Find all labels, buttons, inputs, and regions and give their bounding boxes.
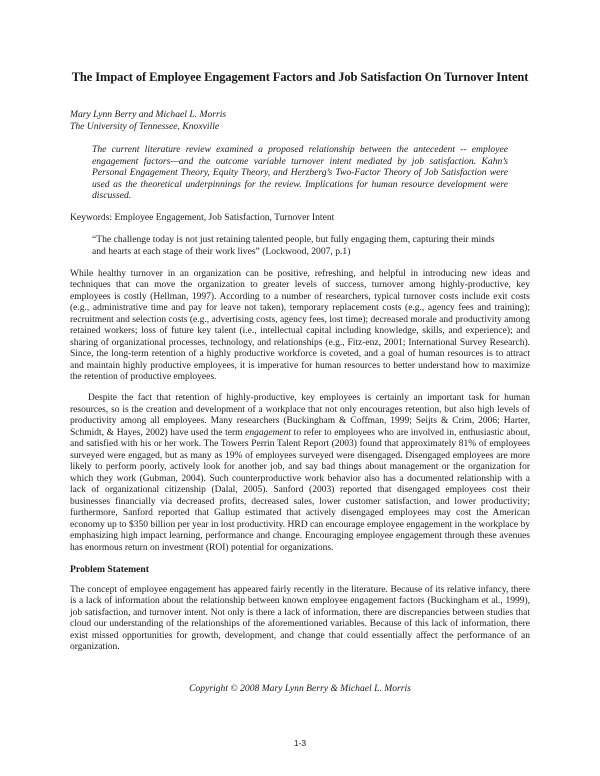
problem-statement-paragraph: The concept of employee engagement has appeared fairly recently in the literature. Because of its relative infancy, there is a lack of information about the relationship between known employee engagement factors (Buckingham et al., 1999), job satisfaction, and turnover intent. Not only is there a lack of information, there are discrepancies between studies that cloud our understanding of the relationships of the aforementioned variables. Because of this lack of information, there exist missed opportunities for growth, development, and change that could essentially affect the performance of an organization.	[70, 584, 530, 653]
page-number: 1-3	[293, 738, 307, 748]
author-affiliation: The University of Tennessee, Knoxville	[70, 120, 220, 132]
body-paragraph-2-emphasis: engagement	[245, 427, 292, 438]
copyright-footer: Copyright © 2008 Mary Lynn Berry & Michael L. Morris	[189, 683, 411, 694]
author-names: Mary Lynn Berry and Michael L. Morris	[70, 109, 227, 120]
abstract: The current literature review examined a proposed relationship between the antecedent -- employee engagement factors—and the outcome variable turnover intent mediated by job satisfaction. Kahn’s Personal Engagement Theory, Equity Theory, and Herzberg’s Two-Factor Theory of Job Satisfaction were used as the theoretical underpinnings for the review. Implications for human resource development were discussed.	[92, 144, 508, 202]
paper-page	[70, 70, 530, 663]
section-heading-problem-statement: Problem Statement	[70, 563, 149, 575]
body-paragraph-2	[70, 393, 530, 554]
body-paragraph-2-part-b: to refer to employees who are involved in, enthusiastic about, and satisfied with his or her work. The Towers Perrin Talent Report (2003) found that approximately 81% of employees surveyed were engaged, but as many as 19% of employees surveyed were disengaged. Disengaged employees are more likely to perform poorly, actively look for another job, and say bad things about management or the organization for which they work (Gubman, 2004). Such counterproductive work behavior also has a documented relationship with a lack of organizational citizenship (Dalal, 2005). Sanford (2003) reported that disengaged employees cost their businesses financially via decreased profits, decreased sales, lower customer satisfaction, and lower productivity; furthermore, Sanford reported that Gallup estimated that actively disengaged employees may cost the American economy up to $350 billion per year in lost productivity. HRD can encourage employee engagement in the workplace by emphasizing high impact learning, performance and change. Encouraging employee engagement through these avenues has enormous return on investment (ROI) potential for organizations.	[70, 427, 530, 553]
epigraph-quote: “The challenge today is not just retaining talented people, but fully engaging them, capturing their minds and hearts at each stage of their work lives” (Lockwood, 2007, p.1)	[92, 234, 495, 258]
body-paragraph-2-part-a: Despite the fact that retention of highly-productive, key employees is certainly an important task for human resources, so is the creation and development of a workplace that not only encourages retention, but also high levels of productivity among all employees. Many researchers (Buckingham & Coffman, 1999; Seijts & Crim, 2006; Harter, Schmidt, & Hayes, 2002) have used the term	[70, 393, 530, 438]
keywords: Keywords: Employee Engagement, Job Satisfaction, Turnover Intent	[70, 211, 335, 223]
body-paragraph-1: While healthy turnover in an organization can be positive, refreshing, and helpful in introducing new ideas and techniques that can move the organization to greater levels of success, turnover among highly-productive, key employees is costly (Hellman, 1997). According to a number of researchers, typical turnover costs include exit costs (e.g., administrative time and pay for leave not taken), temporary replacement costs (e.g., agency fees and training); recruitment and selection costs (e.g., advertising costs, agency fees, lost time); decreased morale and productivity among retained workers; loss of future key talent (i.e., intellectual capital including knowledge, skills, and experience); and sharing of organizational processes, technology, and relationships (e.g., Fitz-enz, 2001; International Survey Research). Since, the long-term retention of a highly productive workforce is coveted, and a goal of human resources is to attract and maintain highly productive employees, it is imperative for human resources to better understand how to maximize the retention of productive employees.	[70, 268, 530, 383]
author-block	[70, 109, 530, 132]
paper-title: The Impact of Employee Engagement Factors and Job Satisfaction On Turnover Intent	[71, 70, 529, 84]
